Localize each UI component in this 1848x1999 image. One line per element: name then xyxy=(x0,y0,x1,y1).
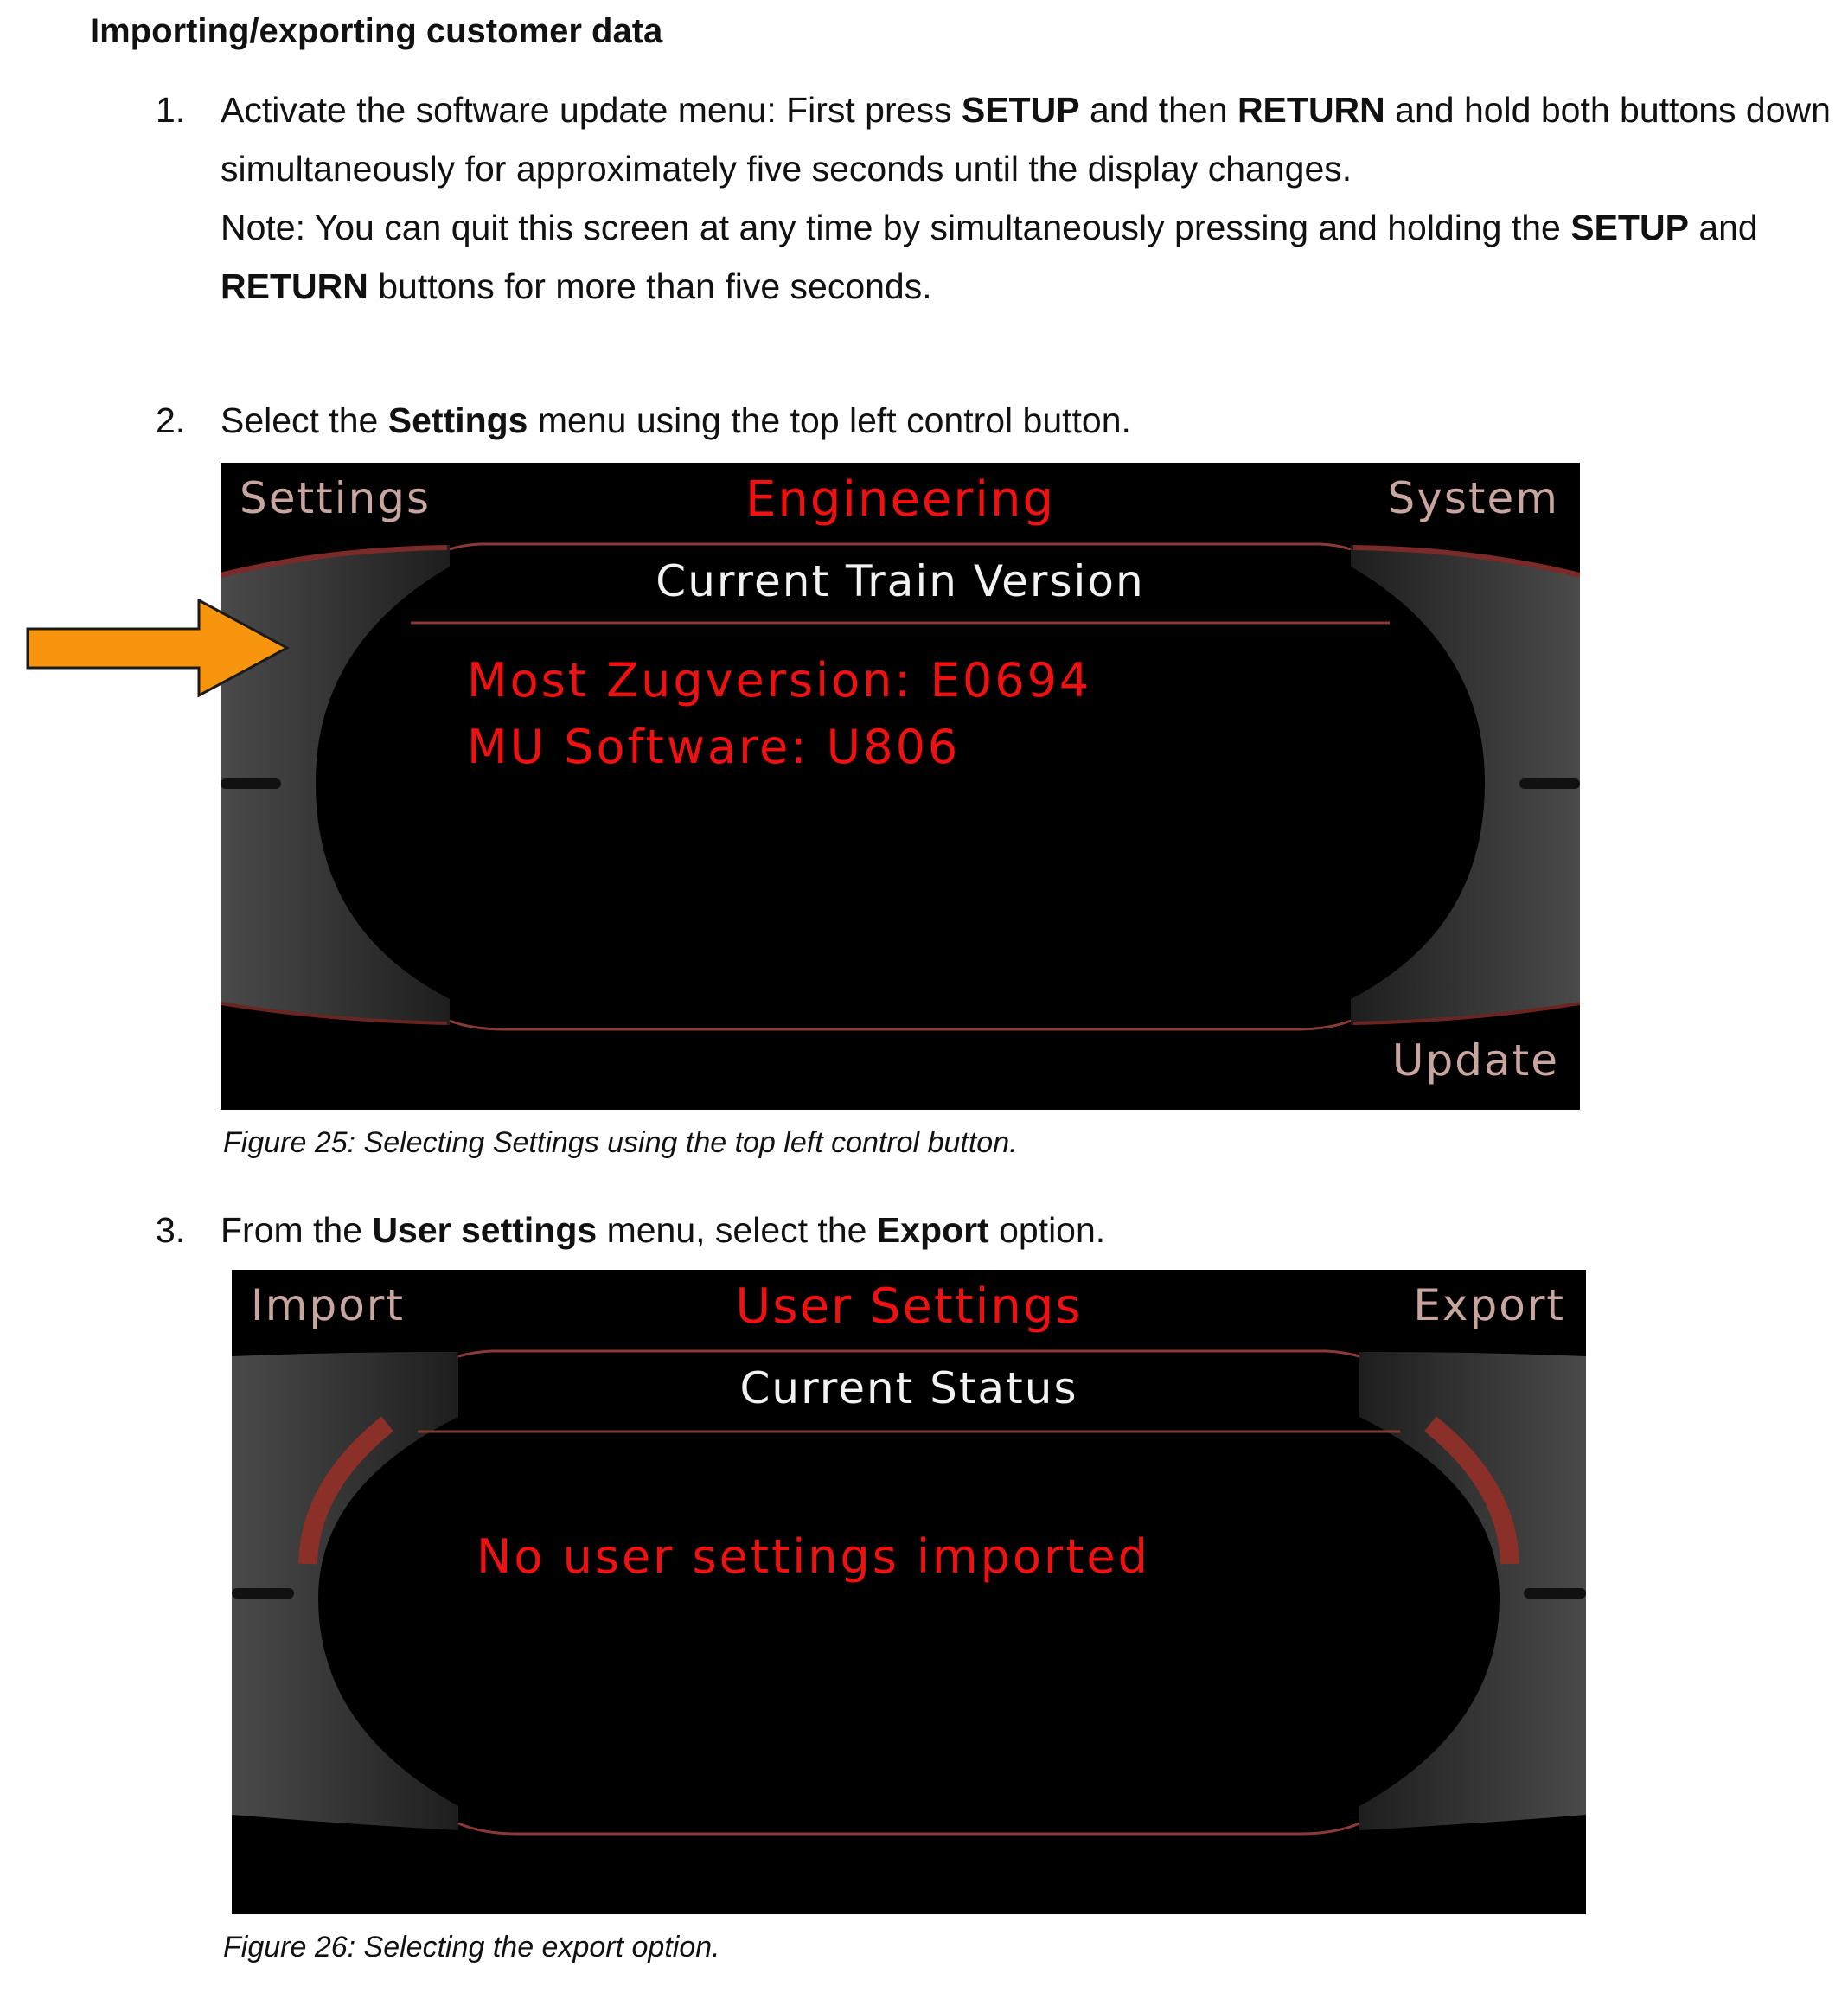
settings-label[interactable]: Settings xyxy=(240,473,432,523)
step-number: 2. xyxy=(156,400,186,440)
step-1-text: Activate the software update menu: First press SETUP and then RETURN and hold both buttons down simultaneously for approximately five seconds until the display changes. xyxy=(221,90,1831,189)
status-message: No user settings imported xyxy=(476,1529,1150,1584)
step-2-text: Select the Settings menu using the top left control button. xyxy=(221,400,1131,440)
arrow-icon xyxy=(26,599,291,698)
zugversion-line: Most Zugversion: E0694 xyxy=(467,653,1092,708)
step-2 xyxy=(156,391,1838,450)
page-heading: Importing/exporting customer data xyxy=(90,12,663,50)
system-label[interactable]: System xyxy=(1387,473,1559,523)
step-3-text: From the User settings menu, select the Export option. xyxy=(221,1210,1106,1250)
step-1 xyxy=(156,80,1838,316)
current-train-version-heading: Current Train Version xyxy=(655,556,1145,606)
export-label[interactable]: Export xyxy=(1413,1280,1565,1330)
figure-25-caption: Figure 25: Selecting Settings using the top left control button. xyxy=(223,1126,1018,1159)
user-settings-title: User Settings xyxy=(735,1278,1083,1335)
update-label[interactable]: Update xyxy=(1391,1035,1559,1086)
current-status-heading: Current Status xyxy=(739,1363,1078,1413)
figure-26-screen xyxy=(232,1270,1586,1914)
step-number: 3. xyxy=(156,1210,186,1250)
import-label[interactable]: Import xyxy=(251,1280,405,1330)
step-1-note: Note: You can quit this screen at any time by simultaneously pressing and holding the SETUP and RETURN buttons for more than five seconds. xyxy=(221,208,1758,306)
figure-26-caption: Figure 26: Selecting the export option. xyxy=(223,1931,720,1964)
step-3 xyxy=(156,1201,1838,1259)
mu-software-line: MU Software: U806 xyxy=(467,720,961,774)
step-number: 1. xyxy=(156,90,186,130)
figure-25-screen xyxy=(221,463,1580,1110)
engineering-title: Engineering xyxy=(745,471,1055,528)
